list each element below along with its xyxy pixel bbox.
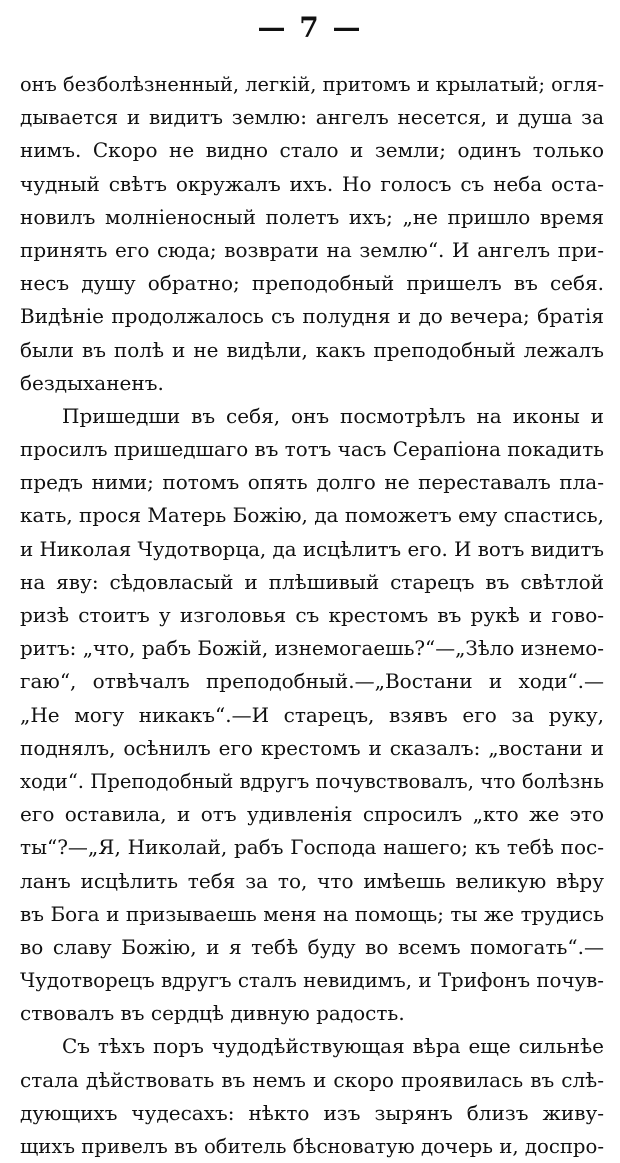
text-line: Пришедши въ себя, онъ посмотрѣлъ на иконы и	[62, 403, 604, 428]
text-line: гаю“, отвѣчалъ преподобный.—„Востани и ходи“.—	[20, 669, 604, 694]
text-line: ризѣ стоитъ у изголовья съ крестомъ въ рукѣ и гово-	[20, 603, 604, 627]
text-line: стала дѣйствовать въ немъ и скоро проявилась въ слѣ-	[20, 1067, 604, 1092]
text-line: ты“?—„Я, Николай, рабъ Господа нашего; къ тебѣ пос-	[20, 835, 604, 860]
text-line: были въ полѣ и не видѣли, какъ преподобный лежалъ	[20, 337, 604, 362]
body-text	[20, 68, 604, 1163]
text-line: во славу Божію, и я тебѣ буду во всемъ помогать“.—	[20, 934, 604, 959]
text-line: дывается и видитъ землю: ангелъ несется, и душа за	[20, 105, 604, 130]
text-line: предъ ними; потомъ опять долго не переставалъ пла-	[20, 470, 604, 495]
text-line: бездыханенъ.	[20, 370, 164, 395]
text-line: принять его сюда; возврати на землю“. И ангелъ при-	[20, 237, 604, 262]
text-line: нимъ. Скоро не видно стало и земли; одинъ только	[20, 138, 604, 163]
text-line: чудный свѣтъ окружалъ ихъ. Но голосъ съ неба оста-	[20, 171, 604, 196]
text-line: несъ душу обратно; преподобный пришелъ въ себя.	[20, 271, 604, 296]
text-line: „Не могу никакъ“.—И старецъ, взявъ его за руку,	[20, 702, 604, 727]
text-line: поднялъ, осѣнилъ его крестомъ и сказалъ: „востани и	[20, 735, 604, 760]
text-line: щихъ привелъ въ обитель бѣсноватую дочерь и, доспро-	[20, 1135, 604, 1158]
text-line: дующихъ чудесахъ: нѣкто изъ зырянъ близъ живу-	[20, 1100, 604, 1125]
text-line: Съ тѣхъ поръ чудодѣйствующая вѣра еще сильнѣе	[62, 1034, 604, 1059]
text-line: кать, прося Матерь Божію, да поможетъ ему спастись,	[20, 503, 604, 528]
text-line: ствовалъ въ сердцѣ дивную радость.	[20, 1001, 405, 1026]
text-line: въ Бога и призываешь меня на помощь; ты же трудись	[20, 901, 604, 926]
text-line: на яву: сѣдовласый и плѣшивый старецъ въ свѣтлой	[20, 569, 604, 594]
text-line: Чудотворецъ вдругъ сталъ невидимъ, и Трифонъ почув-	[20, 969, 604, 993]
text-line: ланъ исцѣлить тебя за то, что имѣешь великую вѣру	[20, 868, 604, 893]
text-line: новилъ молніеносный полетъ ихъ; „не пришло время	[20, 204, 604, 229]
text-line: Видѣніе продолжалось съ полудня и до вечера; братія	[20, 304, 604, 329]
text-line: онъ безболѣзненный, легкій, притомъ и крылатый; огля-	[20, 73, 604, 96]
page-number: — 7 —	[257, 11, 363, 44]
text-line: его оставила, и отъ удивленія спросилъ „кто же это	[20, 802, 604, 827]
text-line: ритъ: „что, рабъ Божій, изнемогаешь?“—„Зѣло изнемо-	[20, 637, 604, 661]
text-line: ходи“. Преподобный вдругъ почувствовалъ, что болѣзнь	[20, 769, 604, 793]
text-line: и Николая Чудотворца, да исцѣлитъ его. И вотъ видитъ	[20, 537, 604, 561]
text-line: просилъ пришедшаго въ тотъ часъ Серапіона покадить	[20, 438, 604, 462]
